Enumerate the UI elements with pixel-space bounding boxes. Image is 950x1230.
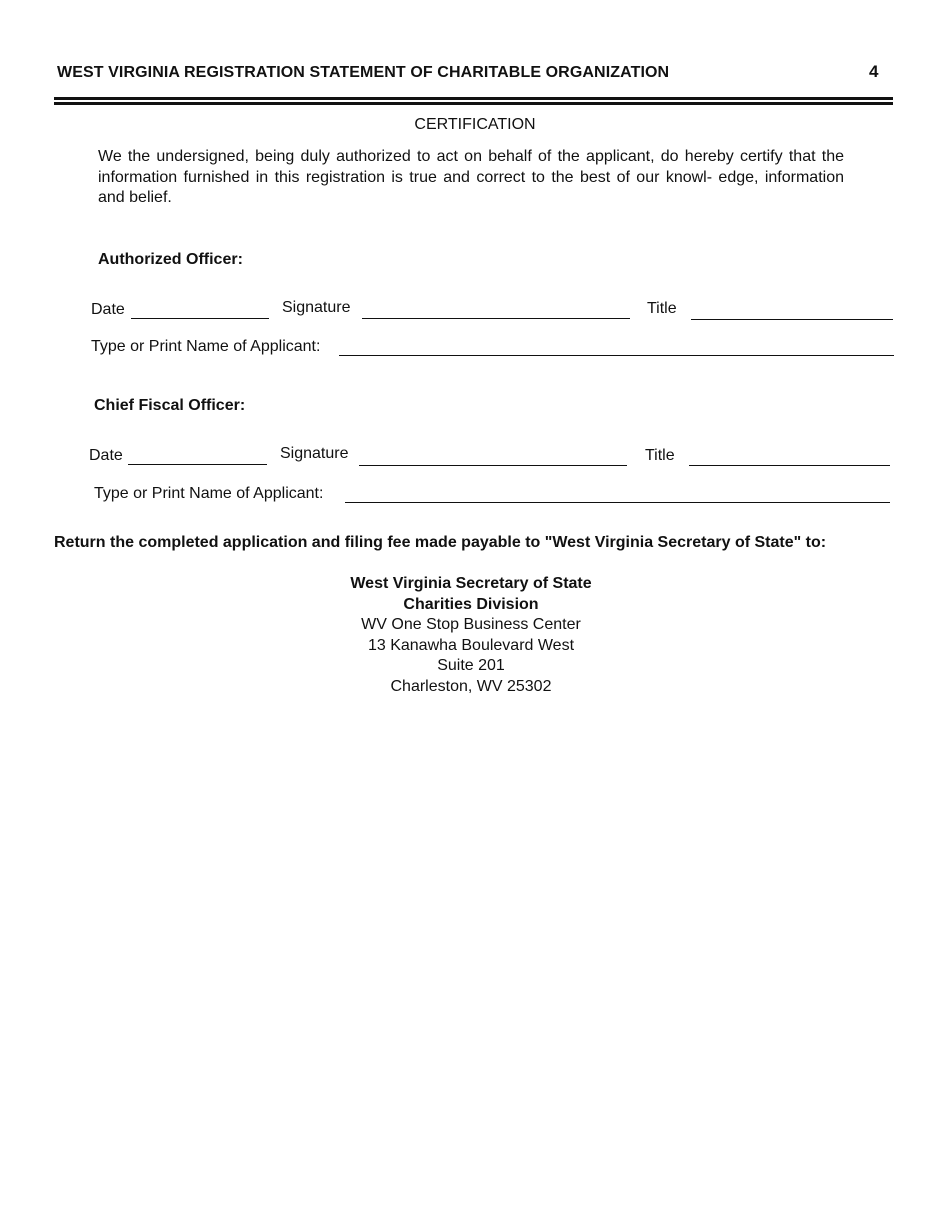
address-line-building: WV One Stop Business Center [361, 616, 581, 633]
chief-fiscal-officer-signature-field[interactable] [359, 465, 627, 466]
chief-fiscal-officer-name-label: Type or Print Name of Applicant: [94, 485, 324, 502]
chief-fiscal-officer-date-label: Date [89, 447, 123, 464]
header-rule-top [54, 97, 893, 100]
authorized-officer-heading: Authorized Officer: [98, 251, 243, 268]
page-number: 4 [869, 62, 879, 81]
chief-fiscal-officer-title-field[interactable] [689, 465, 890, 466]
address-line-suite: Suite 201 [437, 657, 505, 674]
chief-fiscal-officer-name-field[interactable] [345, 502, 890, 503]
chief-fiscal-officer-heading: Chief Fiscal Officer: [94, 397, 246, 414]
authorized-officer-date-label: Date [91, 301, 125, 318]
address-line-division: Charities Division [403, 596, 539, 613]
authorized-officer-date-field[interactable] [131, 318, 269, 319]
authorized-officer-signature-field[interactable] [362, 318, 630, 319]
chief-fiscal-officer-signature-label: Signature [280, 445, 349, 462]
address-line-street: 13 Kanawha Boulevard West [367, 637, 575, 654]
header-rule-bottom [54, 102, 893, 105]
authorized-officer-name-label: Type or Print Name of Applicant: [91, 338, 321, 355]
authorized-officer-signature-label: Signature [282, 299, 351, 316]
address-line-city: Charleston, WV 25302 [390, 678, 552, 695]
address-line-agency: West Virginia Secretary of State [350, 575, 592, 592]
chief-fiscal-officer-date-field[interactable] [128, 464, 267, 465]
authorized-officer-name-field[interactable] [339, 355, 894, 356]
authorized-officer-title-field[interactable] [691, 319, 893, 320]
certification-statement: We the undersigned, being duly authorized to act on behalf of the applicant, do hereby certify that the information furnished in this registration is true and correct to the best of our knowl- edge, information and belief. [98, 148, 844, 206]
chief-fiscal-officer-title-label: Title [645, 447, 675, 464]
authorized-officer-title-label: Title [647, 300, 677, 317]
form-title: WEST VIRGINIA REGISTRATION STATEMENT OF CHARITABLE ORGANIZATION [57, 64, 670, 81]
certification-heading: CERTIFICATION [414, 116, 536, 133]
return-instructions: Return the completed application and filing fee made payable to "West Virginia Secretary of State" to: [54, 534, 827, 551]
